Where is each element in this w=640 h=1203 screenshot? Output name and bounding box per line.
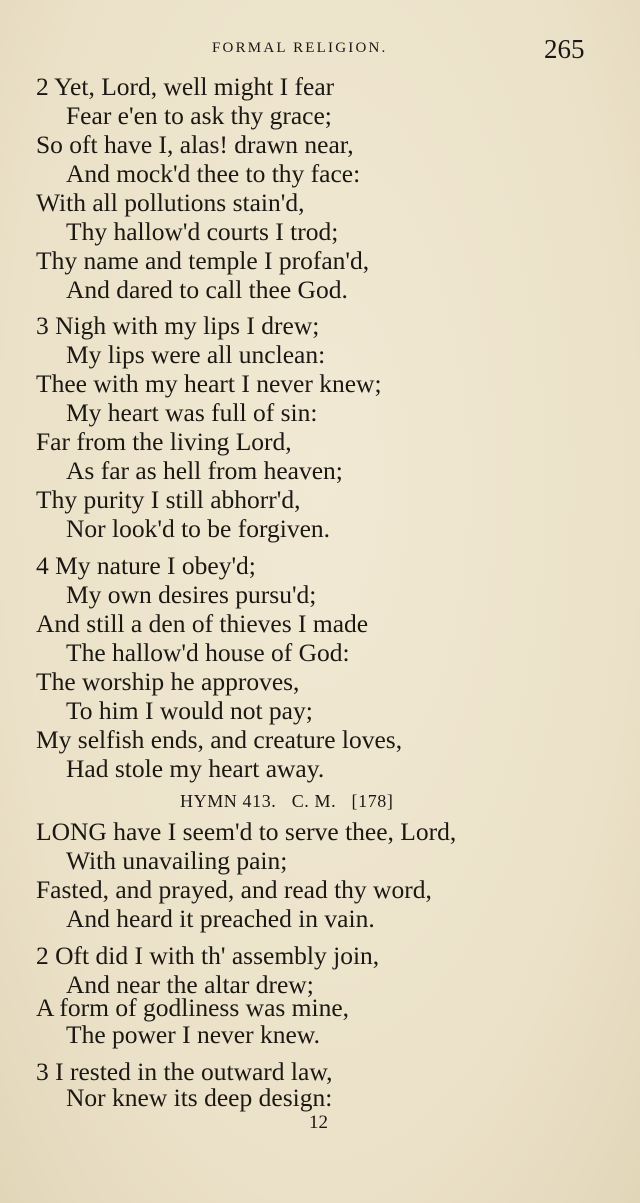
verse-line: The power I never knew. <box>66 1020 320 1049</box>
verse-line: My heart was full of sin: <box>66 398 318 427</box>
verse-line: Thy purity I still abhorr'd, <box>36 485 301 514</box>
verse-line: And near the altar drew; <box>66 970 314 999</box>
verse-line: Nor look'd to be forgiven. <box>66 514 331 543</box>
verse-line: So oft have I, alas! drawn near, <box>36 130 354 159</box>
verse-line: 4 My nature I obey'd; <box>36 551 256 580</box>
verse-line: A form of godliness was mine, <box>36 993 350 1022</box>
verse-line: And mock'd thee to thy face: <box>66 159 361 188</box>
verse-line: My lips were all unclean: <box>66 340 326 369</box>
verse-line: With all pollutions stain'd, <box>36 188 305 217</box>
page-header <box>0 36 640 66</box>
verse-line: The hallow'd house of God: <box>66 638 350 667</box>
verse-line: And heard it preached in vain. <box>66 904 375 933</box>
verse-line: 2 Oft did I with th' assembly join, <box>36 941 380 970</box>
verse-line: 3 I rested in the outward law, <box>36 1057 333 1086</box>
running-title: FORMAL RELIGION. <box>212 40 388 56</box>
hymn-heading: HYMN 413. C. M. [178] <box>180 791 394 811</box>
verse-line: Fear e'en to ask thy grace; <box>66 101 332 130</box>
verse-line: Thee with my heart I never knew; <box>36 369 382 398</box>
verse-line: With unavailing pain; <box>66 846 288 875</box>
verse-line: LONG have I seem'd to serve thee, Lord, <box>36 817 457 846</box>
verse-line: My selfish ends, and creature loves, <box>36 725 403 754</box>
verse-line: Had stole my heart away. <box>66 754 325 783</box>
verse-line: My own desires pursu'd; <box>66 580 317 609</box>
verse-line: The worship he approves, <box>36 667 300 696</box>
verse-line: Far from the living Lord, <box>36 427 292 456</box>
verse-line: And dared to call thee God. <box>66 275 348 304</box>
verse-line: Thy name and temple I profan'd, <box>36 246 370 275</box>
verse-line: 3 Nigh with my lips I drew; <box>36 311 320 340</box>
verse-line: And still a den of thieves I made <box>36 609 369 638</box>
verse-line: Thy hallow'd courts I trod; <box>66 217 339 246</box>
signature-mark: 12 <box>309 1112 328 1133</box>
verse-line: Fasted, and prayed, and read thy word, <box>36 875 432 904</box>
verse-line: As far as hell from heaven; <box>66 456 343 485</box>
verse-line: Nor knew its deep design: <box>66 1083 333 1112</box>
page-number: 265 <box>544 34 585 64</box>
verse-line: 2 Yet, Lord, well might I fear <box>36 72 335 101</box>
verse-line: To him I would not pay; <box>66 696 313 725</box>
